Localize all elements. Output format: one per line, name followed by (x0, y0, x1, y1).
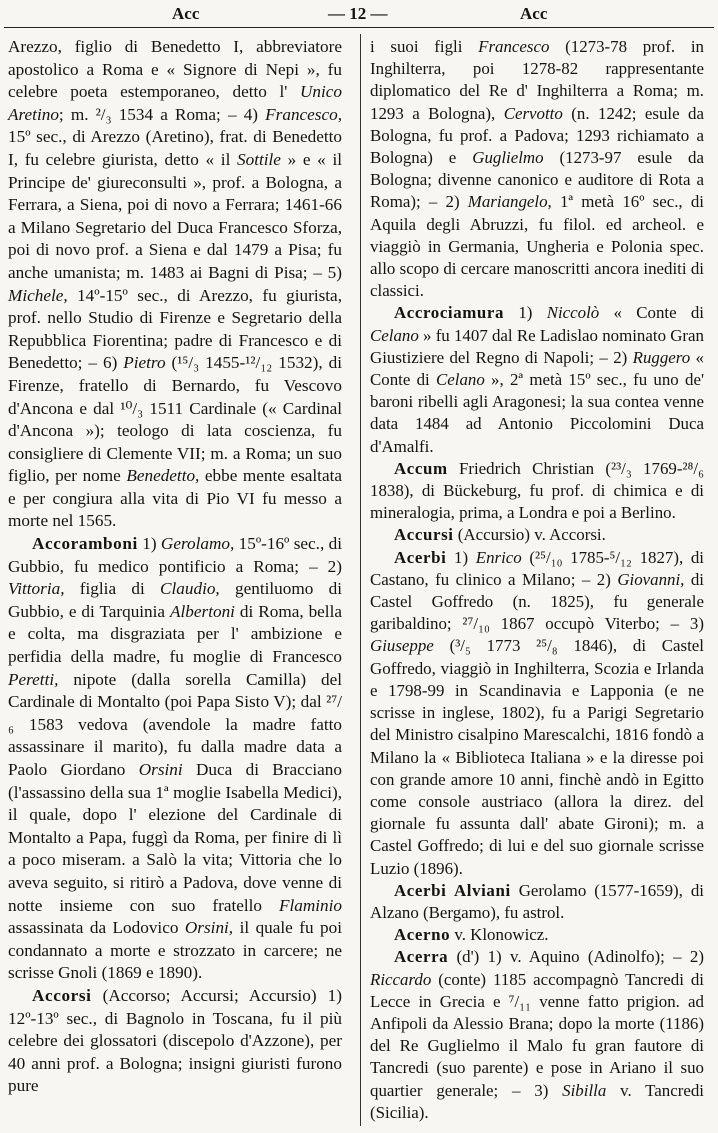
entry-text: (conte) 1185 accompagnò Tancredi di Lecce in Grecia e ⁷/₁₁ venne fatto prigion. ad Anfipoli da Alessio Brana; dopo la morte (1186) del Re Guglielmo il Malo fu gran fautore di Tancredi (suo parente) e pose in Ariano il suo quartier generale; – 3) (370, 969, 704, 1100)
entry-text: 14º-15º sec., di Arezzo, fu giurista, prof. nello Studio di Firenze e Segretario della Repubblica Fiorentina; padre di Francesco e di Benedetto; – 6) (8, 285, 342, 373)
italic-name: Guglielmo (472, 148, 544, 168)
entry-text: (³/₅ 1773 ²⁵/₈ 1846), di Castel Goffredo, viaggiò in Inghilterra, Scozia e Irlanda e 1798-99 in Scandinavia e Lapponia (e ne scrisse in inglese, 1802), fu a Parigi Segretario del Ministro cisalpino Marescalchi, 1816 fondò a Milano la « Biblioteca Italiana » e la diresse poi con grande amore 10 anni, finchè andò in Egitto come console austriaco (allora la direz. del giornale fu assunta dall' abate Gironi); m. a Castel Goffredo; di lui e del suo giornale scrisse Luzio (1896). (370, 636, 704, 878)
entry-text: figlia di (64, 579, 161, 599)
italic-name: Sottile (237, 149, 281, 169)
italic-name: Mariangelo, (467, 192, 552, 212)
dictionary-entry (370, 547, 704, 880)
left-column (8, 36, 342, 1098)
entry-text: ebbe mente esaltata e per congiura alla vita di Pio VI fu messo a morte nel 1565. (8, 466, 342, 531)
entry-text: (¹⁵/₃ 1455-¹²/₁₂ 1532), di Firenze, fratello di Bernardo, fu Vescovo d'Ancona e dal ¹⁰/₃ 1511 Cardinale (« Cardinal d'Ancona »); teologo di lata coscienza, fu consigliere di Clemente VII; m. a Roma; un suo figlio, per nome (8, 353, 342, 486)
running-header (0, 2, 718, 28)
entry-text: Friedrich Christian (²³/₃ 1769-²⁸/₆ 1838), di Bückeburg, fu prof. di chimica e di mineralogia, prima, a Londra e poi a Berlino. (370, 458, 704, 523)
italic-name: Gerolamo, (160, 534, 235, 554)
entry-text: Gerolamo (1577-1659), di Alzano (Bergamo), fu astrol. (370, 880, 704, 922)
entry-text: 1) (137, 534, 161, 554)
entry-headword: Accorsi (32, 985, 92, 1005)
entry-headword: Accrociamura (394, 303, 505, 323)
italic-name: Enrico (475, 547, 522, 567)
entry-text: Duca di Bracciano (l'assassino della sua 1ª moglie Isabella Medici), il quale, dopo l' elezione del Cardinale di Montalto a Papa, fuggì da Roma, per finire di lì a poco miseram. a Salò la vita; Vittoria che lo aveva seguito, si ritirò a Padova, dove venne di notte insieme con suo fratello (8, 760, 342, 915)
entry-text: gentiluomo di Gubbio, e di Tarquinia (8, 579, 342, 621)
italic-name: Francesco, (265, 104, 342, 124)
italic-name: Giovanni, (617, 569, 685, 589)
italic-name: Ruggero (632, 347, 691, 367)
entry-headword: Accursi (394, 525, 454, 545)
entry-text: (Accursio) v. Accorsi. (453, 525, 606, 545)
entry-text: 1) (504, 303, 547, 323)
italic-name: Unico Aretino (8, 82, 342, 124)
italic-name: Albertoni (170, 601, 235, 621)
entry-text: » fu 1407 dal Re Ladislao nominato Gran Giustiziere del Regno di Napoli; – 2) (370, 325, 704, 367)
entry-headword: Accoramboni (32, 534, 138, 554)
entry-text: 15º-16º sec., di Gubbio, fu medico pontificio a Roma; – 2) (8, 534, 342, 576)
entry-headword: Acerra (394, 947, 449, 967)
dictionary-entry (8, 985, 342, 1098)
entry-text: (1273-97 esule da Bologna; divenne canonico e auditore di Rota a Roma); – 2) (370, 148, 704, 212)
entry-text: « Conte di (370, 347, 705, 390)
entry-headword: Acerbi Alviani (394, 880, 511, 900)
entry-text: di Roma, bella e colta, ma disgraziata per l' ambizione e perfidia della madre, fu moglie di Francesco (8, 601, 342, 667)
italic-name: Giuseppe (370, 636, 434, 656)
dictionary-entry (370, 458, 704, 525)
entry-text: nipote (dalla sorella Camilla) del Cardinale di Montalto (poi Papa Sisto V); dal ²⁷/₆ 1583 vedova (avendole la madre fatto assassinare il marito), fu dalla madre data a Paolo Giordano (8, 669, 342, 779)
right-column (370, 36, 704, 1124)
entry-text: di Castel Goffredo (n. 1825), fu generale garibaldino; ²⁷/₁₀ 1867 occupò Viterbo; – 3) (370, 569, 704, 634)
entry-text: » e « il Principe de' giureconsulti », prof. a Bologna, a Ferrara, a Siena, poi di novo a Ferrara; 1461-66 a Milano Segretario del Duca Francesco Sforza, poi di novo prof. a Siena e dal 1479 a Pisa; fu anche umanista; m. 1483 ai Bagni di Pisa; – 5) (8, 149, 342, 282)
italic-name: Riccardo (370, 969, 432, 989)
italic-name: Flaminio (278, 895, 342, 915)
header-right-guide-word: Acc (520, 4, 548, 23)
entry-text: (1273-78 prof. in Inghilterra, poi 1278-82 rappresentante diplomatico del Re d' Inghilterra a Roma; m. 1293 a Bologna), (370, 37, 704, 123)
entry-text: il quale fu poi condannato a morte e strozzato in carcere; ne scrisse Gnoli (1869 e 1890). (8, 918, 342, 983)
entry-headword: Acerbi (394, 547, 447, 567)
entry-text: 15º sec., di Arezzo (Aretino), frat. di Benedetto I, fu celebre giurista, detto « il (8, 127, 342, 169)
italic-name: Sibilla (562, 1080, 607, 1100)
entry-text: i suoi figli (370, 37, 479, 56)
italic-name: Peretti, (8, 669, 59, 689)
entry-text: Arezzo, figlio di Benedetto I, abbreviatore apostolico a Roma e « Signore di Nepi », fu celebre poeta estemporaneo, detto l' (8, 37, 342, 102)
italic-name: Francesco (478, 37, 550, 56)
dictionary-entry (370, 524, 704, 546)
italic-name: Celano (436, 370, 485, 390)
entry-headword: Accum (394, 458, 448, 478)
entry-text: v. Tancredi (Sicilia). (370, 1080, 704, 1122)
column-divider (360, 34, 361, 1126)
entry-text: assassinata da Lodovico (8, 918, 185, 938)
entry-text: (²⁵/₁₀ 1785-⁵/₁₂ 1827), di Castano, fu clinico a Milano; – 2) (370, 547, 704, 589)
dictionary-entry (370, 302, 704, 457)
entry-text: v. Klonowicz. (450, 925, 549, 945)
page-number: — 12 — (328, 4, 388, 23)
entry-text: (n. 1242; esule da Bologna, fu prof. a Padova; 1293 richiamato a Bologna) e (370, 103, 705, 168)
italic-name: Michele, (8, 285, 68, 305)
entry-text: (Accorso; Accursi; Accursio) 1) 12º-13º sec., di Bagnolo in Toscana, fu il più celebre dei glossatori (discepolo d'Azzone), per 40 anni prof. a Bologna; insigni giuristi furono pure (8, 985, 342, 1096)
header-left-guide-word: Acc (172, 4, 200, 23)
entry-text: ; m. ²/₃ 1534 a Roma; – 4) (58, 104, 266, 124)
entry-text: 1ª metà 16º sec., di Aquila degli Abruzzi, fu filol. ed archeol. e viaggiò in Germania, Ungheria e Polonia spec. allo scopo di cercare manoscritti ancora inediti di classici. (370, 192, 704, 301)
entry-text: (d') 1) v. Aquino (Adinolfo); – 2) (448, 947, 704, 967)
entry-text: « Conte di (599, 303, 704, 323)
entry-continuation (8, 36, 342, 533)
dictionary-entry (370, 924, 704, 946)
italic-name: Orsini (138, 760, 183, 779)
italic-name: Claudio, (160, 579, 220, 599)
entry-text: 1) (446, 547, 476, 567)
entry-text: », 2ª metà 15º sec., fu uno de' baroni ribelli agli Aragonesi; la sua contea venne data 1484 ad Antonio Piccolomini Duca d'Amalfi. (370, 370, 704, 456)
header-rule (4, 27, 714, 28)
italic-name: Cervotto (503, 103, 563, 123)
italic-name: Celano (370, 325, 419, 345)
italic-name: Vittoria, (8, 579, 65, 599)
entry-continuation (370, 36, 704, 302)
dictionary-entry (8, 533, 342, 985)
italic-name: Benedetto, (126, 466, 200, 486)
italic-name: Orsini, (184, 918, 234, 938)
dictionary-entry (370, 880, 704, 924)
entry-headword: Acerno (394, 925, 451, 945)
italic-name: Niccolò (546, 303, 600, 323)
italic-name: Pietro (123, 353, 166, 373)
dictionary-entry (370, 946, 704, 1124)
